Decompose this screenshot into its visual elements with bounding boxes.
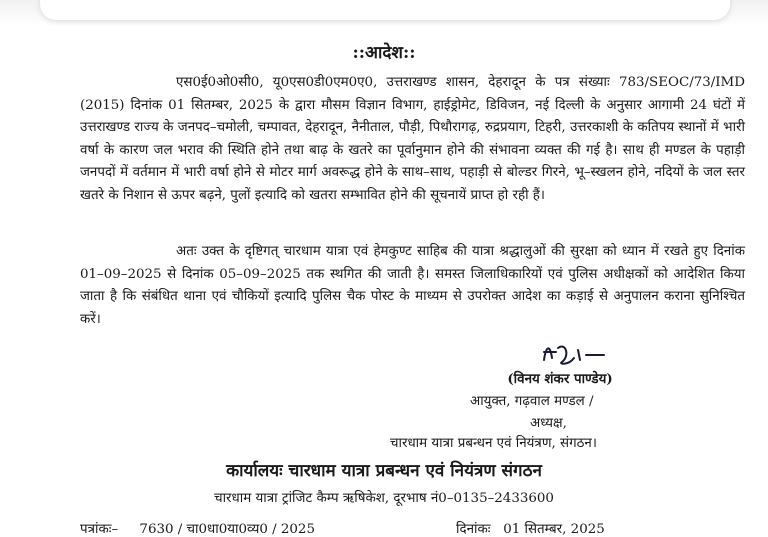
letter-date: दिनांकः 01 सितम्बर, 2025 xyxy=(456,522,605,537)
letter-reference: पत्रांकः– 7630 / चा0धा0या0व्य0 / 2025 xyxy=(80,522,315,537)
office-title: कार्यालयः चारधाम यात्रा प्रबन्धन एवं नियंत्रण संगठन xyxy=(226,461,542,481)
signatory-name: (विनय शंकर पाण्डेय) xyxy=(507,371,613,387)
office-address: चारधाम यात्रा ट्रांजिट कैम्प ऋषिकेश, दूरभाष नं0–0135–2433600 xyxy=(214,491,554,506)
signatory-title-2: अध्यक्ष, xyxy=(530,416,567,431)
signatory-title-3: चारधाम यात्रा प्रबन्धन एवं नियंत्रण, संगठन। xyxy=(390,436,597,451)
order-heading: ::आदेश:: xyxy=(352,43,416,63)
signatory-title-1: आयुक्त, गढ़वाल मण्डल / xyxy=(470,394,594,409)
signature-icon xyxy=(538,338,608,370)
paragraph-2: अतः उक्त के दृष्टिगत् चारधाम यात्रा एवं हेमकुण्ट साहिब की यात्रा श्रद्धालुओं की सुरक्षा को ध्यान में रखते हुए दिनांक 01–09–2025 से दिनांक 05–09–2025 तक स्थगित की जाती है। समस्त जिलाधिकारियों एवं पुलिस अधीक्षकों को आदेशित किया जाता है कि संबंधित थाना एवं चौकियों इत्यादि पुलिस चैक पोस्ट के माध्यम से उपरोक्त आदेश का कड़ाई से अनुपालन कराना सुनिश्चित करें। xyxy=(80,244,745,327)
paragraph-1: एस0ई0ओ0सी0, यू0एस0डी0एम0ए0, उत्तराखण्ड शासन, देहरादून के पत्र संख्याः 783/SEOC/73/IMD (2015) दिनांक 01 सितम्बर, 2025 के द्वारा मौसम विज्ञान विभाग, हाईड्रोमेट, डिविजन, नई दिल्ली के अनुसार आगामी 24 घंटों में उत्तराखण्ड राज्य के जनपद–चमोली, चम्पावत, देहरादून, नैनीताल, पौड़ी, पिथौरागढ़, रुद्रप्रयाग, टिहरी, उत्तरकाशी के कतिपय स्थानों में भारी वर्षा के कारण जल भराव की स्थिति होने तथा बाढ़ के खतरे का पूर्वानुमान होने की संभावना व्यक्त की गई है। साथ ही मण्डल के पहाड़ी जनपदों में वर्तमान में भारी वर्षा होने से मोटर मार्ग अवरूद्ध होने के साथ–साथ, पहाड़ी से बोल्डर गिरने, भू–स्खलन होने, नदियों के जल स्तर खतरे के निशान से ऊपर बढ़ने, पुलों इत्यादि को खतरा सम्भावित होने की सूचनायें प्राप्त हो रही हैं। xyxy=(80,75,745,203)
